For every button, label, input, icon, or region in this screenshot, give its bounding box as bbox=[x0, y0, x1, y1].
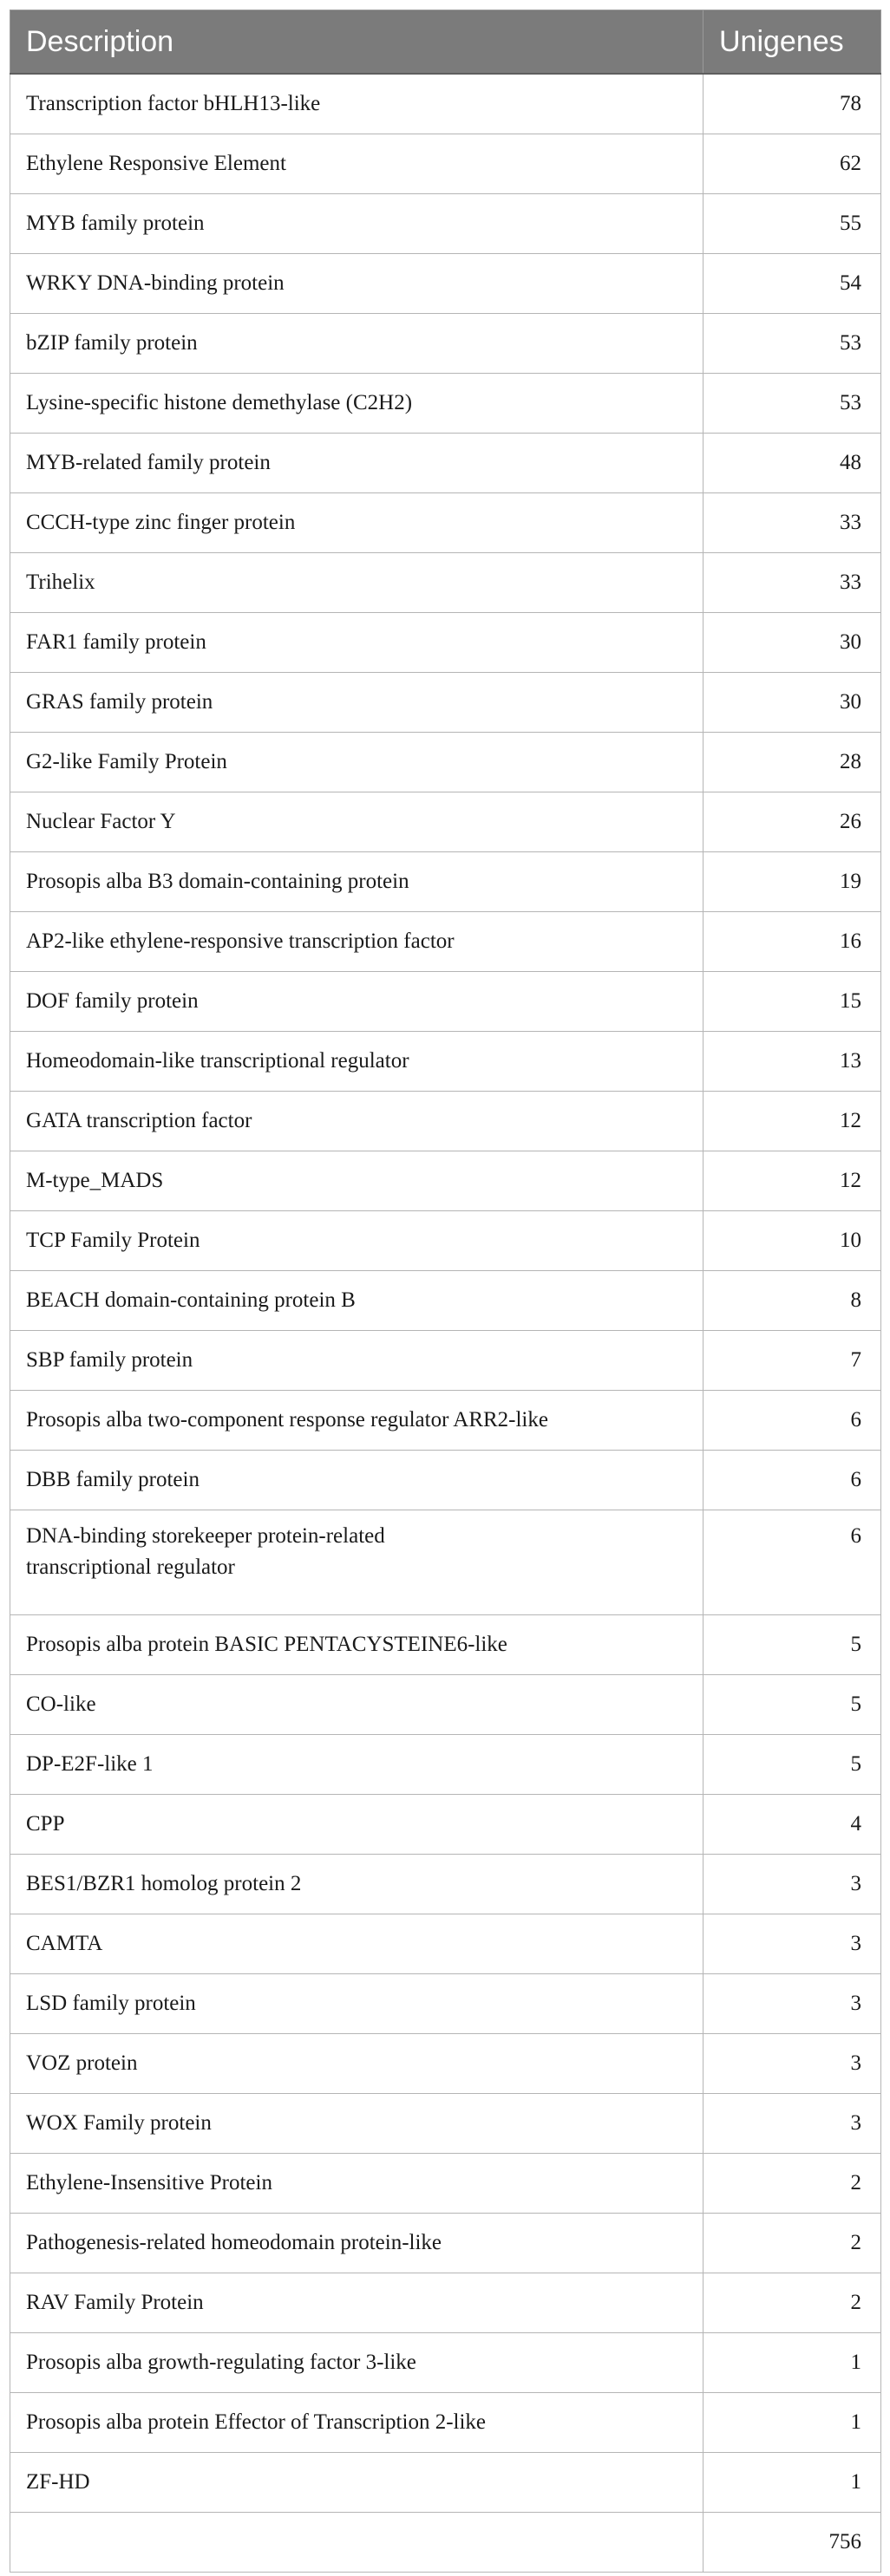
table-row bbox=[10, 493, 881, 553]
cell-description bbox=[10, 493, 703, 553]
table-row bbox=[10, 74, 881, 134]
header-unigenes: Unigenes bbox=[703, 10, 881, 75]
description-text: FAR1 family protein bbox=[26, 629, 206, 654]
description-text: M-type_MADS bbox=[26, 1168, 164, 1192]
cell-unigenes: 5 bbox=[703, 1735, 881, 1795]
cell-unigenes: 6 bbox=[703, 1451, 881, 1510]
table-row bbox=[10, 852, 881, 912]
table-row bbox=[10, 374, 881, 434]
cell-unigenes: 30 bbox=[703, 613, 881, 673]
description-text: GRAS family protein bbox=[26, 689, 213, 714]
table-row bbox=[10, 1211, 881, 1271]
description-text: BEACH domain-containing protein B bbox=[26, 1288, 356, 1312]
cell-unigenes: 3 bbox=[703, 1855, 881, 1914]
cell-description bbox=[10, 613, 703, 673]
table-row bbox=[10, 1391, 881, 1451]
cell-unigenes: 26 bbox=[703, 792, 881, 852]
cell-unigenes: 28 bbox=[703, 733, 881, 792]
table-row bbox=[10, 1271, 881, 1331]
table-row bbox=[10, 1510, 881, 1615]
cell-description bbox=[10, 1391, 703, 1451]
cell-description bbox=[10, 74, 703, 134]
description-text: RAV Family Protein bbox=[26, 2290, 204, 2314]
cell-description bbox=[10, 1855, 703, 1914]
cell-unigenes: 2 bbox=[703, 2214, 881, 2273]
cell-description bbox=[10, 1735, 703, 1795]
cell-description bbox=[10, 2333, 703, 2393]
table-row bbox=[10, 1974, 881, 2034]
description-text: DBB family protein bbox=[26, 1467, 200, 1491]
cell-unigenes: 1 bbox=[703, 2453, 881, 2513]
table-row bbox=[10, 792, 881, 852]
total-unigenes-cell: 756 bbox=[703, 2513, 881, 2573]
table-row bbox=[10, 1675, 881, 1735]
cell-description bbox=[10, 673, 703, 733]
cell-unigenes: 55 bbox=[703, 194, 881, 254]
cell-unigenes: 12 bbox=[703, 1092, 881, 1151]
cell-unigenes: 78 bbox=[703, 74, 881, 134]
table-row bbox=[10, 254, 881, 314]
table-row bbox=[10, 2154, 881, 2214]
description-text: Ethylene Responsive Element bbox=[26, 151, 286, 175]
cell-description bbox=[10, 912, 703, 972]
description-text: CAMTA bbox=[26, 1931, 103, 1955]
description-text: SBP family protein bbox=[26, 1347, 193, 1372]
cell-description bbox=[10, 1211, 703, 1271]
cell-unigenes: 54 bbox=[703, 254, 881, 314]
description-text: WRKY DNA-binding protein bbox=[26, 271, 285, 295]
cell-unigenes: 5 bbox=[703, 1675, 881, 1735]
table-row bbox=[10, 1092, 881, 1151]
cell-unigenes: 1 bbox=[703, 2333, 881, 2393]
cell-description bbox=[10, 852, 703, 912]
description-text: bZIP family protein bbox=[26, 330, 198, 355]
table-row bbox=[10, 1735, 881, 1795]
cell-description bbox=[10, 1675, 703, 1735]
cell-unigenes: 6 bbox=[703, 1391, 881, 1451]
description-text: DOF family protein bbox=[26, 988, 199, 1013]
cell-unigenes: 33 bbox=[703, 493, 881, 553]
cell-unigenes: 2 bbox=[703, 2273, 881, 2333]
cell-description bbox=[10, 2453, 703, 2513]
description-text: VOZ protein bbox=[26, 2051, 138, 2075]
table-row bbox=[10, 1615, 881, 1675]
table-row bbox=[10, 912, 881, 972]
cell-description bbox=[10, 1615, 703, 1675]
table-row bbox=[10, 2214, 881, 2273]
table-total-row bbox=[10, 2513, 881, 2573]
cell-unigenes: 7 bbox=[703, 1331, 881, 1391]
description-text: G2-like Family Protein bbox=[26, 749, 227, 773]
cell-description bbox=[10, 2154, 703, 2214]
cell-unigenes: 8 bbox=[703, 1271, 881, 1331]
table-row bbox=[10, 972, 881, 1032]
description-text: Pathogenesis-related homeodomain protein-like bbox=[26, 2230, 442, 2254]
table-row bbox=[10, 2273, 881, 2333]
table-row bbox=[10, 434, 881, 493]
total-label-cell bbox=[10, 2513, 703, 2573]
description-text: Ethylene-Insensitive Protein bbox=[26, 2170, 272, 2194]
cell-description bbox=[10, 2393, 703, 2453]
description-text: LSD family protein bbox=[26, 1991, 196, 2015]
cell-unigenes: 53 bbox=[703, 374, 881, 434]
cell-unigenes: 33 bbox=[703, 553, 881, 613]
table-row bbox=[10, 1151, 881, 1211]
description-text: TCP Family Protein bbox=[26, 1228, 200, 1252]
cell-description bbox=[10, 1795, 703, 1855]
description-text: MYB family protein bbox=[26, 211, 205, 235]
cell-unigenes: 48 bbox=[703, 434, 881, 493]
description-text: MYB-related family protein bbox=[26, 450, 271, 474]
table-row bbox=[10, 2393, 881, 2453]
description-text: CO-like bbox=[26, 1692, 96, 1716]
description-text: DP-E2F-like 1 bbox=[26, 1751, 154, 1776]
description-text: Homeodomain-like transcriptional regulator bbox=[26, 1048, 409, 1073]
cell-unigenes: 3 bbox=[703, 2034, 881, 2094]
description-text: Prosopis alba two-component response regulator ARR2-like bbox=[26, 1407, 548, 1431]
description-text: Prosopis alba protein BASIC PENTACYSTEINE6-like bbox=[26, 1632, 507, 1656]
table-row bbox=[10, 1795, 881, 1855]
cell-description bbox=[10, 2273, 703, 2333]
cell-unigenes: 19 bbox=[703, 852, 881, 912]
cell-description bbox=[10, 792, 703, 852]
description-text: Prosopis alba growth-regulating factor 3-like bbox=[26, 2350, 416, 2374]
table-row bbox=[10, 314, 881, 374]
description-text: Nuclear Factor Y bbox=[26, 809, 176, 833]
cell-description bbox=[10, 2094, 703, 2154]
description-text: ZF-HD bbox=[26, 2469, 90, 2494]
cell-description bbox=[10, 1151, 703, 1211]
table-body bbox=[10, 74, 881, 2573]
cell-unigenes: 12 bbox=[703, 1151, 881, 1211]
table-row bbox=[10, 2333, 881, 2393]
description-text: Prosopis alba B3 domain-containing protein bbox=[26, 869, 409, 893]
table-row bbox=[10, 1451, 881, 1510]
cell-unigenes: 1 bbox=[703, 2393, 881, 2453]
cell-description bbox=[10, 134, 703, 194]
cell-description bbox=[10, 553, 703, 613]
cell-unigenes: 15 bbox=[703, 972, 881, 1032]
table-row bbox=[10, 1855, 881, 1914]
cell-description bbox=[10, 374, 703, 434]
cell-unigenes: 62 bbox=[703, 134, 881, 194]
table-row bbox=[10, 733, 881, 792]
cell-description bbox=[10, 1092, 703, 1151]
cell-description bbox=[10, 733, 703, 792]
cell-description bbox=[10, 1914, 703, 1974]
cell-description bbox=[10, 1271, 703, 1331]
table-row bbox=[10, 553, 881, 613]
table-row bbox=[10, 2453, 881, 2513]
table-row bbox=[10, 2034, 881, 2094]
cell-description bbox=[10, 1331, 703, 1391]
header-description: Description bbox=[10, 10, 703, 75]
description-text: DNA-binding storekeeper protein-related bbox=[26, 1524, 385, 1548]
cell-description bbox=[10, 1032, 703, 1092]
description-text-line2: transcriptional regulator bbox=[26, 1555, 235, 1580]
table-row bbox=[10, 2094, 881, 2154]
cell-description bbox=[10, 194, 703, 254]
cell-unigenes: 2 bbox=[703, 2154, 881, 2214]
cell-unigenes: 3 bbox=[703, 2094, 881, 2154]
cell-unigenes: 3 bbox=[703, 1914, 881, 1974]
cell-unigenes: 30 bbox=[703, 673, 881, 733]
table-row bbox=[10, 1331, 881, 1391]
cell-description bbox=[10, 1510, 703, 1615]
cell-description bbox=[10, 1974, 703, 2034]
table-row bbox=[10, 134, 881, 194]
cell-description bbox=[10, 434, 703, 493]
cell-unigenes: 53 bbox=[703, 314, 881, 374]
cell-unigenes: 10 bbox=[703, 1211, 881, 1271]
description-text: Transcription factor bHLH13-like bbox=[26, 91, 321, 115]
data-table-container bbox=[10, 10, 880, 2573]
cell-unigenes: 6 bbox=[703, 1510, 881, 1615]
table-row bbox=[10, 194, 881, 254]
description-text: Trihelix bbox=[26, 570, 95, 594]
cell-description bbox=[10, 2034, 703, 2094]
description-text: GATA transcription factor bbox=[26, 1108, 252, 1132]
table-row bbox=[10, 1914, 881, 1974]
description-text: Prosopis alba protein Effector of Transcription 2-like bbox=[26, 2410, 487, 2434]
description-text: Lysine-specific histone demethylase (C2H2) bbox=[26, 390, 413, 414]
cell-description bbox=[10, 254, 703, 314]
description-text: WOX Family protein bbox=[26, 2110, 212, 2135]
cell-unigenes: 3 bbox=[703, 1974, 881, 2034]
description-text: CCCH-type zinc finger protein bbox=[26, 510, 296, 534]
cell-description bbox=[10, 2214, 703, 2273]
cell-unigenes: 16 bbox=[703, 912, 881, 972]
cell-unigenes: 5 bbox=[703, 1615, 881, 1675]
cell-description bbox=[10, 972, 703, 1032]
description-text: AP2-like ethylene-responsive transcription factor bbox=[26, 929, 455, 953]
table-row bbox=[10, 673, 881, 733]
table-row bbox=[10, 613, 881, 673]
transcription-factor-table bbox=[10, 10, 881, 2573]
table-row bbox=[10, 1032, 881, 1092]
description-text: CPP bbox=[26, 1811, 65, 1836]
cell-description bbox=[10, 314, 703, 374]
description-text: BES1/BZR1 homolog protein 2 bbox=[26, 1871, 302, 1895]
cell-unigenes: 13 bbox=[703, 1032, 881, 1092]
table-header-row bbox=[10, 10, 881, 75]
cell-description bbox=[10, 1451, 703, 1510]
cell-unigenes: 4 bbox=[703, 1795, 881, 1855]
